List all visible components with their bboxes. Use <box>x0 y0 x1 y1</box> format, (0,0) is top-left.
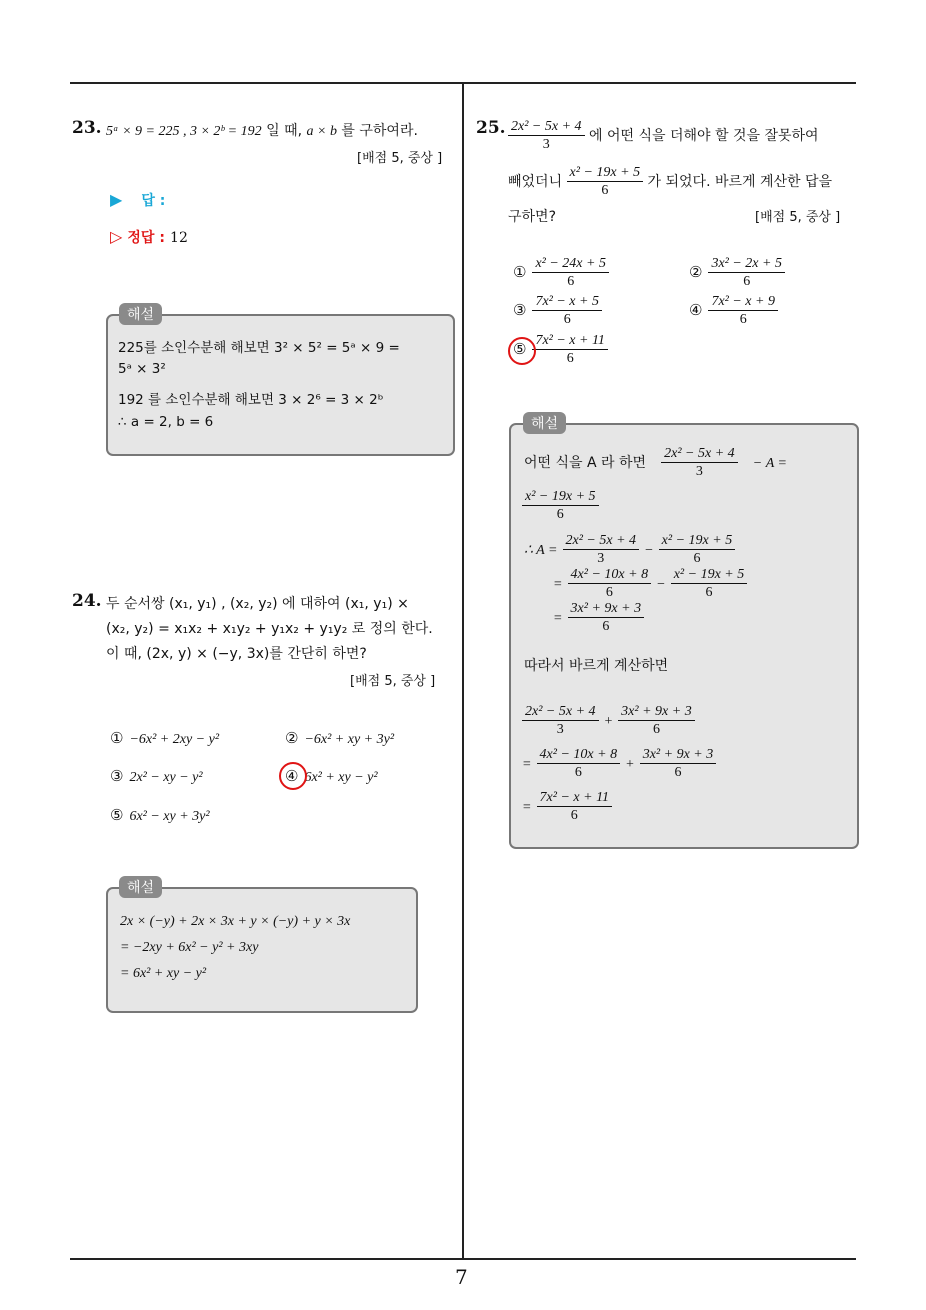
explanation-line: 따라서 바르게 계산하면 <box>524 658 669 674</box>
explanation-line: = $\frac{\text{4x² − 10x + 8}}{6}$ − $\frac{\text{x² − 19x + 5}}{6}$ <box>553 566 747 601</box>
explanation-line: ∴ A = $\frac{\text{2x² − 5x + 4}}{3}$ − $\frac{\text{x² − 19x + 5}}{6}$ <box>524 532 735 567</box>
question-25-line1: $\frac{\text{2x² − 5x + 4}}{3}$ 에 어떤 식을 더해야 할 것을 잘못하여 <box>508 118 819 153</box>
play-arrow-icon: ▶ <box>110 190 123 209</box>
explanation-tag: 해설 <box>119 876 162 898</box>
explanation-line: = $\frac{\text{4x² − 10x + 8}}{6}$ + $\frac{\text{3x² + 9x + 3}}{6}$ <box>522 746 716 781</box>
question-23-score: [배점 5, 중상 ] <box>357 151 443 166</box>
option-5[interactable]: ⑤ $\frac{\text{7x² − x + 11}}{6}$ <box>513 332 608 367</box>
explanation-line: ∴ a = 2, b = 6 <box>118 414 214 430</box>
question-25-number: 25. <box>476 118 506 138</box>
correct-answer-value: 12 <box>170 230 188 246</box>
question-23-number: 23. <box>72 118 102 138</box>
explanation-tag: 해설 <box>523 412 566 434</box>
correct-answer-row <box>110 227 188 247</box>
option-3[interactable]: ③ 2x² − xy − y² <box>110 767 203 785</box>
option-2[interactable]: ② −6x² + xy + 3y² <box>285 729 395 747</box>
correct-answer-label: 정답 : <box>127 230 165 246</box>
explanation-line: 어떤 식을 A 라 하면 $\frac{\text{2x² − 5x + 4}}{3}$ − A = <box>524 446 787 479</box>
question-24-score: [배점 5, 중상 ] <box>350 674 436 689</box>
explanation-line: 192 를 소인수분해 해보면 3 × 2⁶ = 3 × 2ᵇ <box>118 392 384 408</box>
explanation-line: 2x × (−y) + 2x × 3x + y × (−y) + y × 3x <box>120 914 351 929</box>
answer-row <box>110 190 165 210</box>
outline-arrow-icon: ▷ <box>110 227 123 246</box>
explanation-line: $\frac{\text{x² − 19x + 5}}{6}$ <box>522 488 599 523</box>
selected-answer-circle <box>279 762 307 790</box>
explanation-line: 5ᵃ × 3² <box>118 361 166 377</box>
explanation-line: = $\frac{\text{7x² − x + 11}}{6}$ <box>522 789 612 824</box>
question-24-number: 24. <box>72 591 102 611</box>
question-23-text: 5ᵃ × 9 = 225 , 3 × 2ᵇ = 192 일 때, a × b 를 구하여라. <box>106 123 418 139</box>
question-24-line: 두 순서쌍 (x₁, y₁) , (x₂, y₂) 에 대하여 (x₁, y₁) × <box>106 596 409 612</box>
question-24-line: 이 때, (2x, y) × (−y, 3x)를 간단히 하면? <box>106 646 367 662</box>
selected-answer-circle <box>508 337 536 365</box>
question-25-score: [배점 5, 중상 ] <box>755 210 841 225</box>
bottom-rule <box>70 1258 856 1260</box>
explanation-tag: 해설 <box>119 303 162 325</box>
explanation-box-25 <box>509 423 859 849</box>
explanation-line: $\frac{\text{2x² − 5x + 4}}{3}$ + $\frac{\text{3x² + 9x + 3}}{6}$ <box>522 703 695 738</box>
question-25-line3: 구하면? <box>508 209 557 225</box>
page-number: 7 <box>455 1265 468 1289</box>
explanation-line: = 6x² + xy − y² <box>120 966 207 981</box>
option-2[interactable]: ② $\frac{\text{3x² − 2x + 5}}{6}$ <box>689 255 785 290</box>
explanation-line: = $\frac{\text{3x² + 9x + 3}}{6}$ <box>553 600 644 635</box>
answer-label: 답 : <box>141 193 166 209</box>
option-3[interactable]: ③ $\frac{\text{7x² − x + 5}}{6}$ <box>513 293 602 328</box>
explanation-line: 225를 소인수분해 해보면 3² × 5² = 5ᵃ × 9 = <box>118 340 400 356</box>
question-25-line2: 빼었더니 $\frac{\text{x² − 19x + 5}}{6}$ 가 되었다. 바르게 계산한 답을 <box>508 165 833 198</box>
option-1[interactable]: ① $\frac{\text{x² − 24x + 5}}{6}$ <box>513 255 609 290</box>
column-divider <box>462 82 464 1260</box>
option-4[interactable]: ④ $\frac{\text{7x² − x + 9}}{6}$ <box>689 293 778 328</box>
option-5[interactable]: ⑤ 6x² − xy + 3y² <box>110 806 210 824</box>
explanation-line: = −2xy + 6x² − y² + 3xy <box>120 940 259 955</box>
option-4[interactable]: ④ 6x² + xy − y² <box>285 767 378 785</box>
option-1[interactable]: ① −6x² + 2xy − y² <box>110 729 220 747</box>
question-24-line: (x₂, y₂) = x₁x₂ + x₁y₂ + y₁x₂ + y₁y₂ 로 정의 한다. <box>106 621 433 637</box>
